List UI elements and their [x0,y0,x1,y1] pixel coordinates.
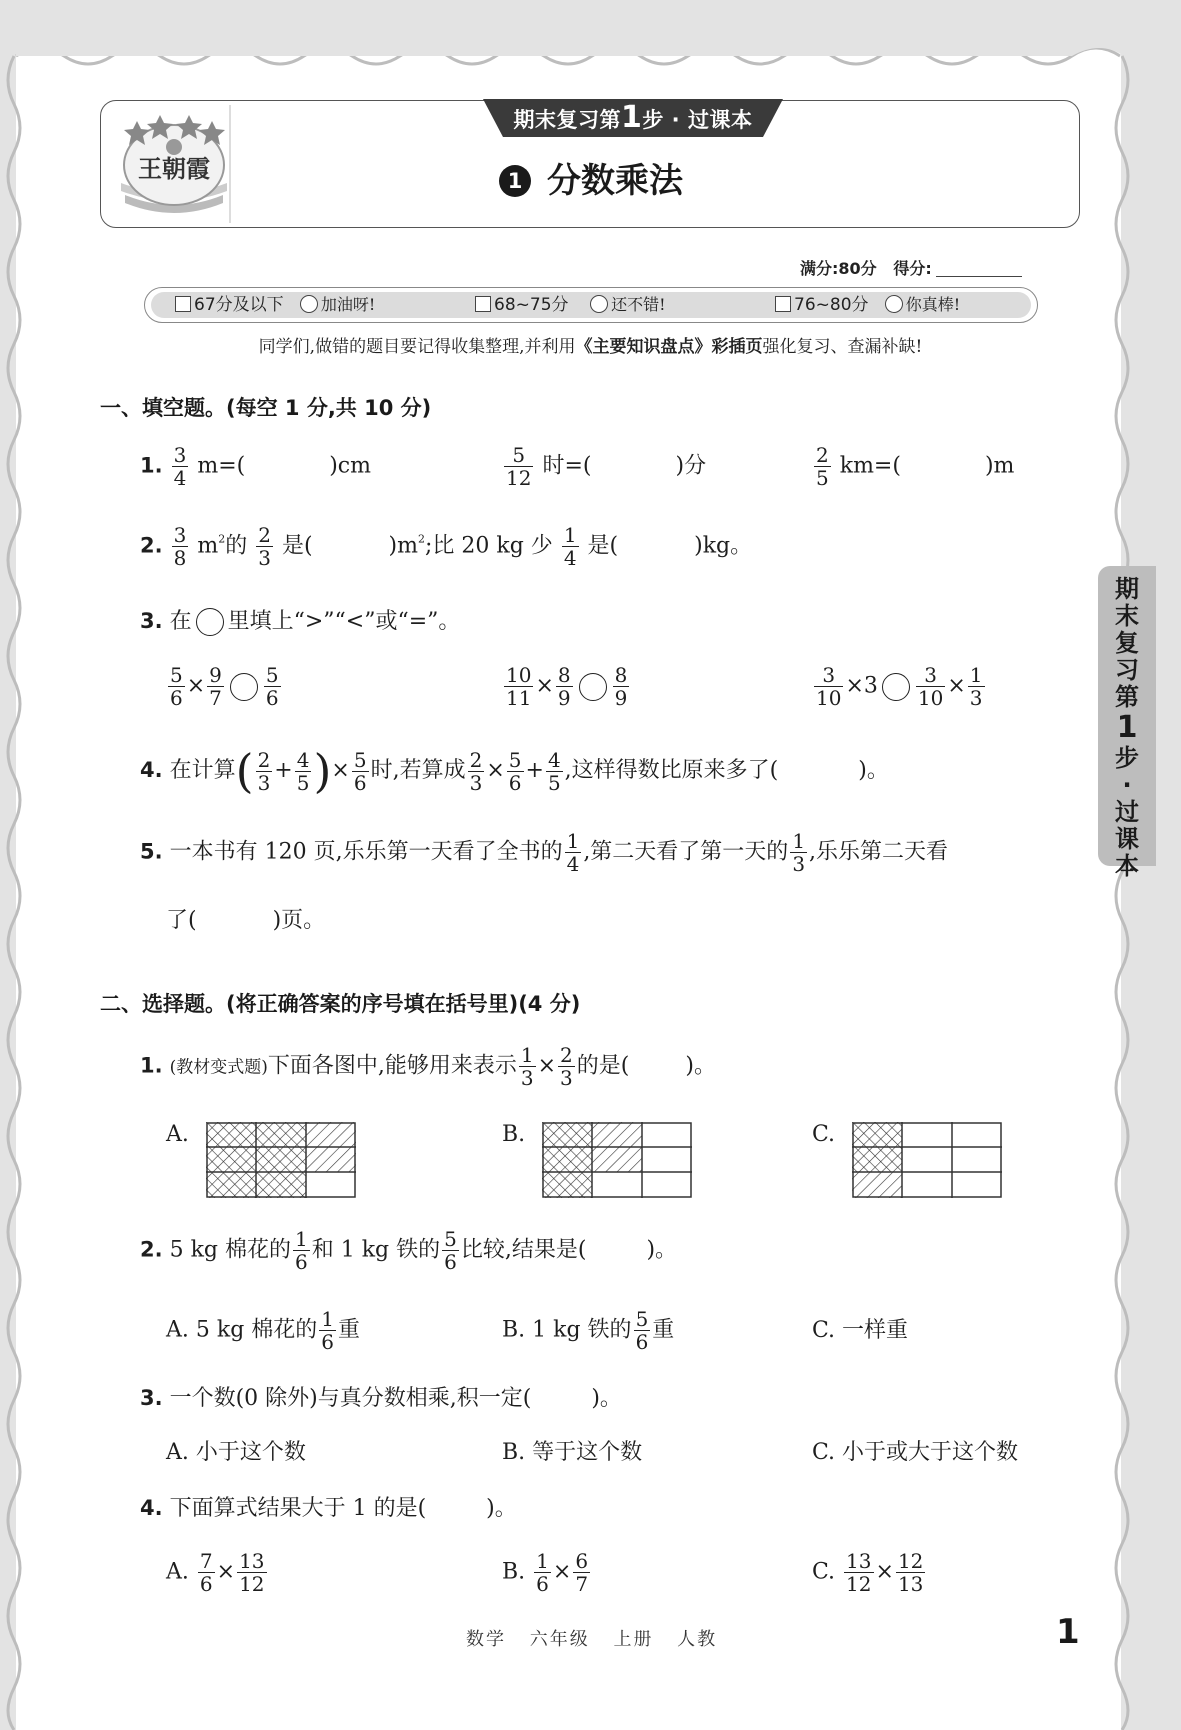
grade-item: 67分及以下 加油呀! [175,292,375,318]
grid-figure-a [206,1122,356,1198]
page-number: 1 [1056,1612,1080,1652]
option-b: B. 1 kg 铁的 $\frac{5}{6}$ 重 [502,1307,675,1354]
side-tab-post: 步 · 过 课 本 [1115,744,1139,880]
compare-circle-input[interactable] [579,673,607,701]
smile-face-icon [300,295,318,313]
question-2-1: 1. (教材变式题)下面各图中,能够用来表示 $\frac{1}{3}$ × $\frac{2}{3}$ 的是( )。 [140,1043,716,1090]
option-label: C. [812,1122,836,1147]
grade-checkbox[interactable] [775,296,791,312]
question-1-1b: $\frac{5}{12}$ 时=( )分 [506,443,707,490]
side-tab-step: 1 [1116,710,1138,745]
option-b: B. 等于这个数 [502,1440,643,1465]
compare-expression-3: $\frac{3}{10}$ ×3 $\frac{3}{10}$ × $\frac{1}{3}$ [816,663,983,710]
smile-face-icon [885,295,903,313]
option-a: A. 5 kg 棉花的 $\frac{1}{6}$ 重 [166,1307,361,1354]
compare-circle-input[interactable] [230,673,258,701]
option-c: C. $\frac{13}{12}$ × $\frac{12}{13}$ [812,1549,924,1596]
grid-figure-c [852,1122,1002,1198]
header-box [100,100,1080,228]
grade-item: 76~80分 你真棒! [775,292,960,318]
compare-expression-1: $\frac{5}{6}$ × $\frac{9}{7}$ $\frac{5}{6}$ [170,663,279,710]
compare-expression-2: $\frac{10}{11}$ × $\frac{8}{9}$ $\frac{8}{9}$ [506,663,628,710]
option-label: A. [166,1122,189,1147]
grade-bar [144,287,1038,323]
option-a: A. $\frac{7}{6}$ × $\frac{13}{12}$ [166,1549,265,1596]
grade-checkbox[interactable] [475,296,491,312]
question-1-5: 5. 一本书有 120 页,乐乐第一天看了全书的 $\frac{1}{4}$ ,第二天看了第一天的 $\frac{1}{3}$ ,乐乐第二天看 [140,829,949,876]
question-2-4: 4. 下面算式结果大于 1 的是( )。 [140,1496,517,1521]
section-title: 一、填空题。(每空 1 分,共 10 分) [100,396,432,420]
footer-text: 数学 六年级 上册 人教 [466,1629,718,1650]
compare-circle [196,608,224,636]
banner-text: 期末复习第1步 · 过课本 [513,100,753,135]
question-2-3: 3. 一个数(0 除外)与真分数相乘,积一定( )。 [140,1386,622,1411]
option-b: B. $\frac{1}{6}$ × $\frac{6}{7}$ [502,1549,589,1596]
question-1-1: 1. $\frac{3}{4}$ m=( )cm [140,443,371,490]
section-title: 二、选择题。(将正确答案的序号填在括号里)(4 分) [100,992,581,1016]
smile-face-icon [590,295,608,313]
compare-circle-input[interactable] [882,673,910,701]
question-1-2: 2. $\frac{3}{8}$ $m^2$的 $\frac{2}{3}$ 是( )$m^2$;比 20 kg 少 $\frac{1}{4}$ 是( )kg。 [140,523,753,570]
option-label: B. [502,1122,526,1147]
question-1-3: 3. 在 里填上“>”“<”或“=”。 [140,609,461,634]
side-tab-text [1098,576,1156,880]
unit-number-badge: 1 [499,165,531,197]
grid-figure-b [542,1122,692,1198]
grade-checkbox[interactable] [175,296,191,312]
tip-text: 同学们,做错的题目要记得收集整理,并利用《主要知识盘点》彩插页强化复习、查漏补缺! [258,337,923,357]
score-blank[interactable] [936,276,1022,277]
logo-text: 王朝霞 [138,154,210,183]
grade-item: 68~75分 还不错! [475,292,666,318]
score-line: 满分:80分 得分: [800,256,1022,279]
side-tab-pre: 期 末 复 习 第 [1115,575,1139,711]
unit-title: 1 分数乘法 [101,153,1081,202]
question-1-1c: $\frac{2}{5}$ km=( )m [816,443,1015,490]
option-c: C. 小于或大于这个数 [812,1440,1019,1465]
question-1-5-line2: 了( )页。 [166,908,326,933]
option-a: A. 小于这个数 [166,1440,306,1465]
question-2-2: 2. 5 kg 棉花的 $\frac{1}{6}$ 和 1 kg 铁的 $\frac{5}{6}$ 比较,结果是( )。 [140,1227,678,1274]
question-1-4: 4. 在计算( $\frac{2}{3}$ + $\frac{4}{5}$ )× $\frac{5}{6}$ 时,若算成 $\frac{2}{3}$ × $\frac{5}{6}$ + $\frac{4}{5}$ ,这样得数比原来多了( )。 [140,744,889,798]
option-c: C. 一样重 [812,1318,909,1343]
